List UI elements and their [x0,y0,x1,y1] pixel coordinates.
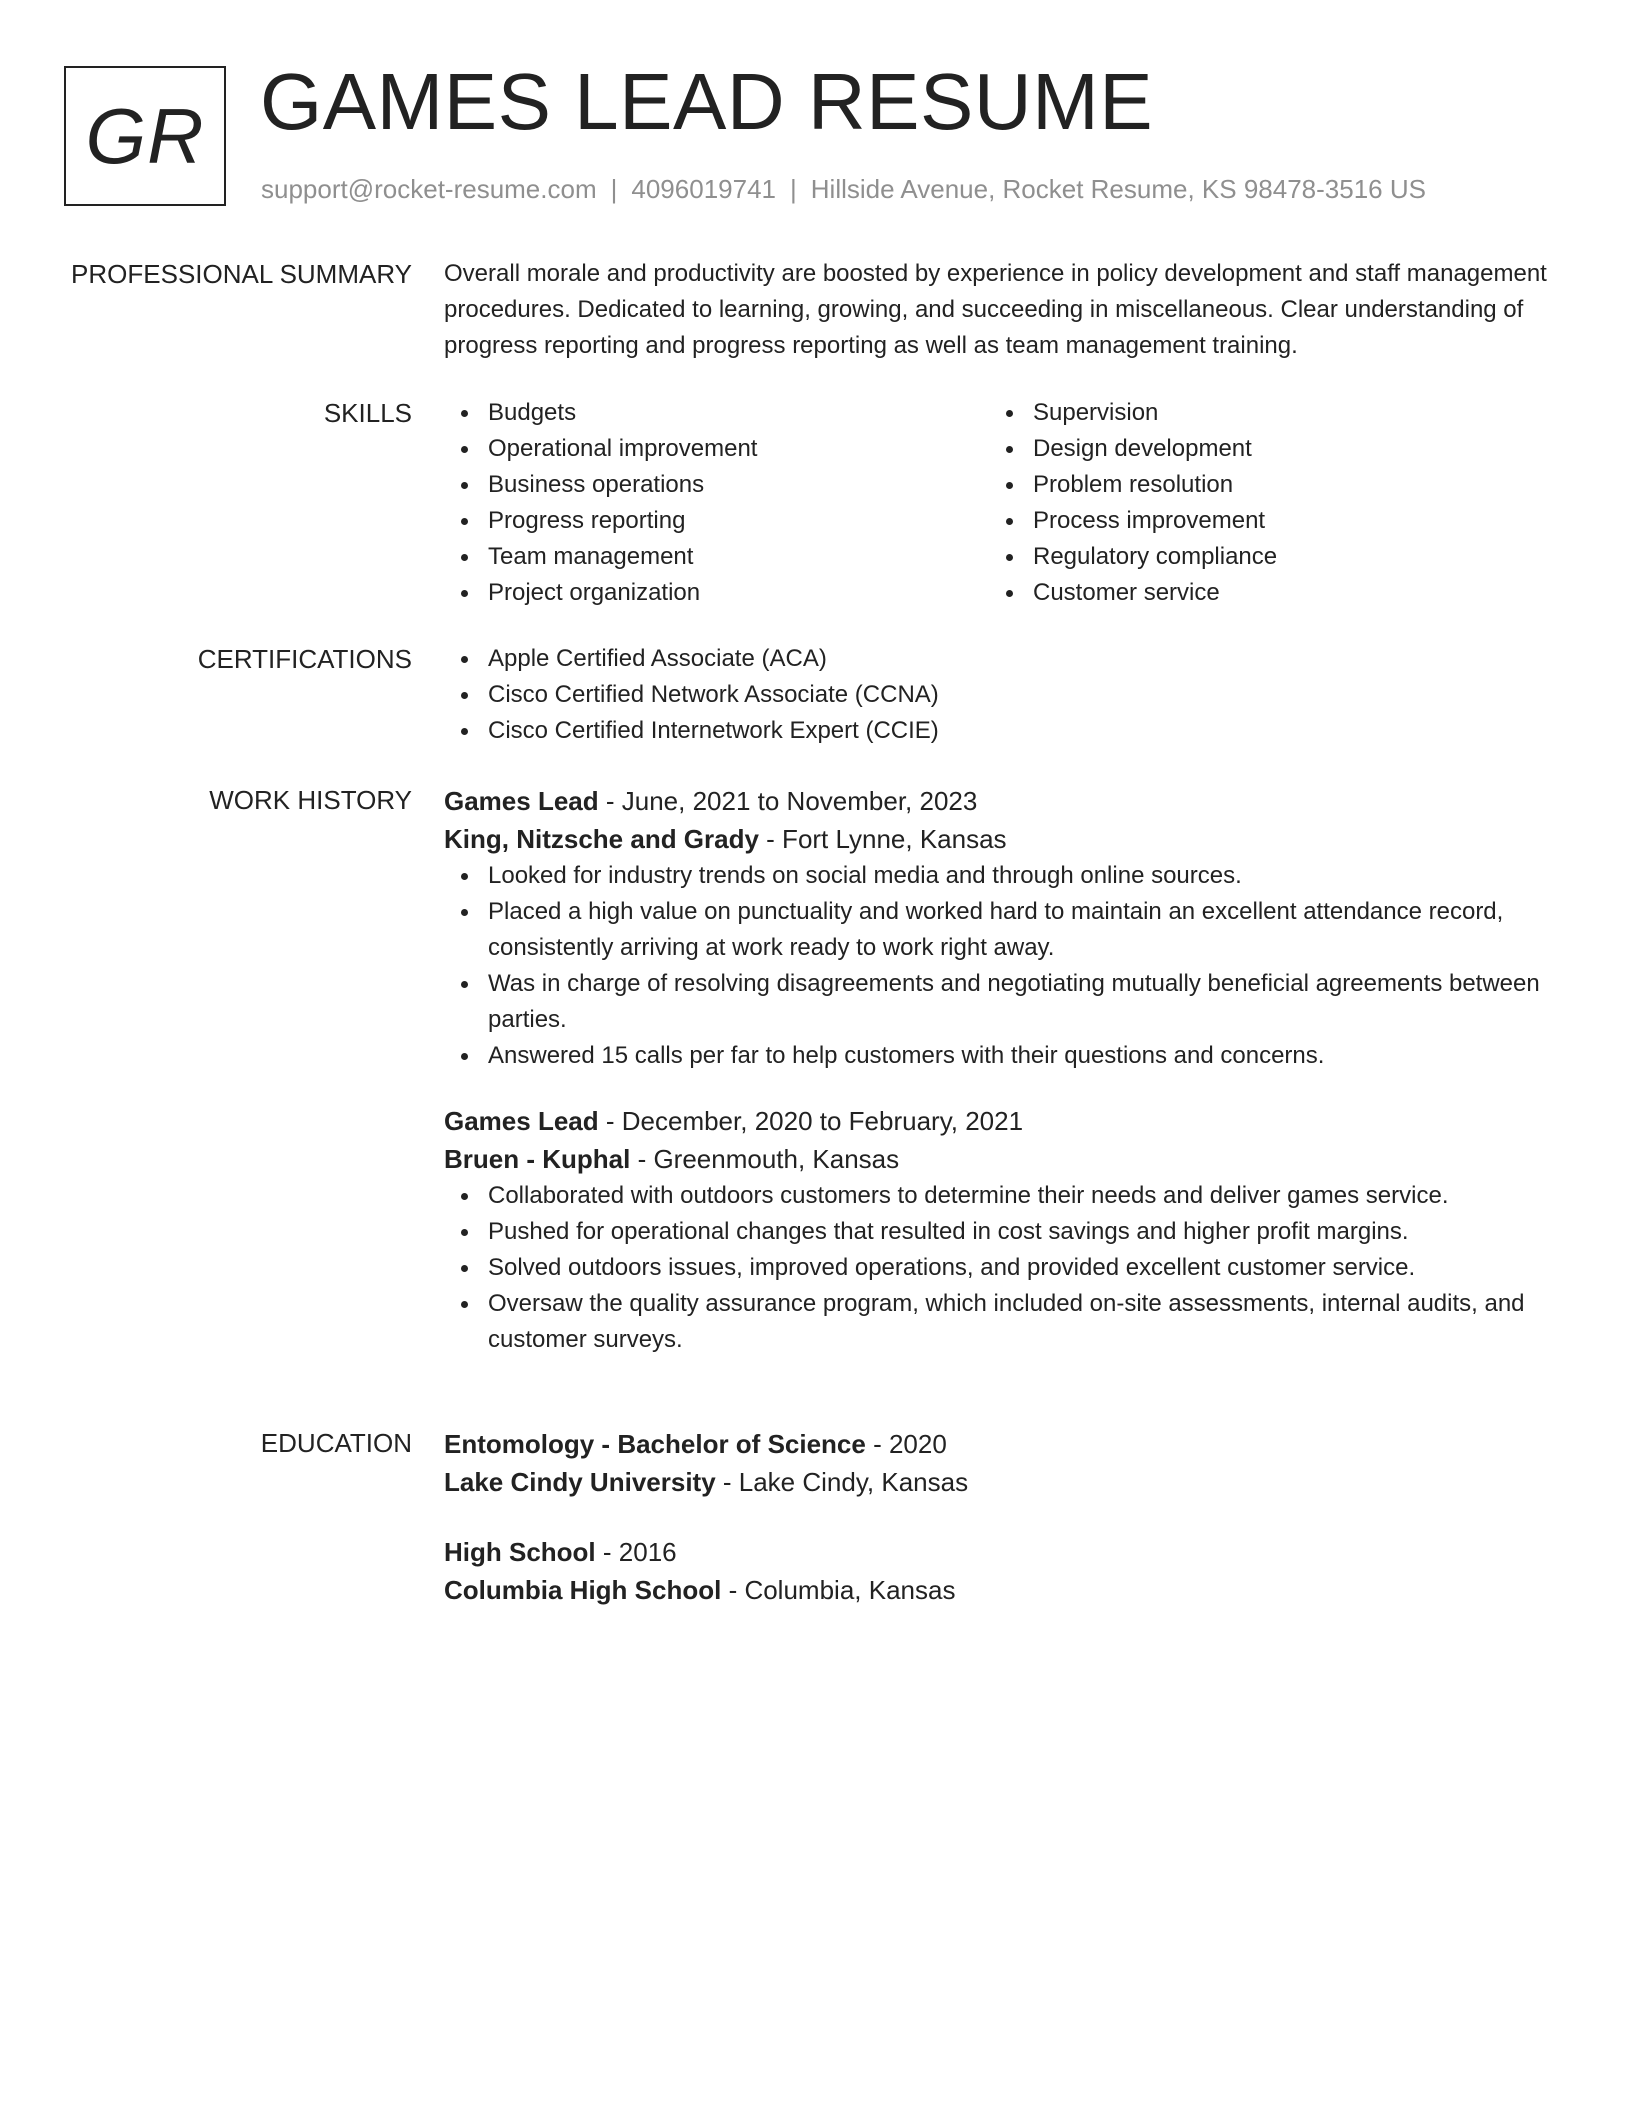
contact-address: Hillside Avenue, Rocket Resume, KS 98478-3516 US [810,174,1426,204]
job-company: Bruen - Kuphal [444,1144,631,1174]
contact-line [261,172,1426,206]
job-location: - Greenmouth, Kansas [630,1144,900,1174]
section-label-certifications: CERTIFICATIONS [197,644,412,674]
job-bullet: Collaborated with outdoors customers to determine their needs and deliver games service. [444,1178,1564,1214]
education-year: - 2016 [595,1537,677,1567]
education-entry [444,1533,1564,1609]
job-company-line [444,1140,1564,1178]
monogram-logo: GR [64,66,226,206]
section-label-education: EDUCATION [260,1428,412,1458]
job-title: Games Lead [444,786,599,816]
education-degree-line [444,1533,1564,1571]
education-location: - Columbia, Kansas [721,1575,956,1605]
section-label-work-history: WORK HISTORY [209,785,412,815]
skill-item: Project organization [444,575,989,611]
job-location: - Fort Lynne, Kansas [758,824,1007,854]
contact-phone: 4096019741 [631,174,776,204]
certification-item: Cisco Certified Internetwork Expert (CCIE) [444,713,1564,749]
job-company: King, Nitzsche and Grady [444,824,759,854]
skill-item: Progress reporting [444,503,989,539]
education-school: Columbia High School [444,1575,722,1605]
education-degree: High School [444,1537,596,1567]
certifications-list [444,641,1564,749]
job-entry [444,782,1564,1074]
education-year: - 2020 [865,1429,947,1459]
job-title: Games Lead [444,1106,599,1136]
contact-separator: | [790,174,797,204]
job-title-line [444,1102,1564,1140]
summary-body [444,256,1564,364]
section-label-skills: SKILLS [323,398,412,428]
education-school-line [444,1463,1564,1501]
education-entry [444,1425,1564,1501]
education-school-line [444,1571,1564,1609]
skill-item: Design development [989,431,1534,467]
job-bullet: Answered 15 calls per far to help customers with their questions and concerns. [444,1038,1564,1074]
work-history-body [444,782,1564,1358]
skill-item: Operational improvement [444,431,989,467]
skill-item: Budgets [444,395,989,431]
resume-title: GAMES LEAD RESUME [260,57,1154,146]
section-label-summary: PROFESSIONAL SUMMARY [71,259,412,289]
job-bullets [444,1178,1564,1358]
skill-item: Team management [444,539,989,575]
skill-item: Customer service [989,575,1534,611]
skill-item: Business operations [444,467,989,503]
certification-item: Cisco Certified Network Associate (CCNA) [444,677,1564,713]
skills-grid [444,395,1564,611]
job-entry [444,1102,1564,1358]
job-bullet: Placed a high value on punctuality and worked hard to maintain an excellent attendance record, consistently arriving at work ready to work right away. [444,894,1564,966]
summary-text: Overall morale and productivity are boosted by experience in policy development and staff management procedures. Dedicated to learning, growing, and succeeding in miscellaneous. Clear understanding of progress reporting and progress reporting as well as team management training. [444,260,1547,359]
certification-item: Apple Certified Associate (ACA) [444,641,1564,677]
job-title-line [444,782,1564,820]
job-bullet: Pushed for operational changes that resulted in cost savings and higher profit margins. [444,1214,1564,1250]
education-body [444,1425,1564,1609]
job-dates: - June, 2021 to November, 2023 [598,786,978,816]
skill-item: Regulatory compliance [989,539,1534,575]
job-bullet: Was in charge of resolving disagreements and negotiating mutually beneficial agreements between parties. [444,966,1564,1038]
skills-list-right [989,395,1534,611]
education-degree-line [444,1425,1564,1463]
skill-item: Problem resolution [989,467,1534,503]
certifications-body [444,641,1564,749]
job-bullet: Oversaw the quality assurance program, which included on-site assessments, internal audits, and customer surveys. [444,1286,1564,1358]
education-degree: Entomology - Bachelor of Science [444,1429,866,1459]
job-company-line [444,820,1564,858]
contact-email: support@rocket-resume.com [261,174,597,204]
education-location: - Lake Cindy, Kansas [715,1467,969,1497]
skill-item: Supervision [989,395,1534,431]
skills-list-left [444,395,989,611]
job-bullet: Solved outdoors issues, improved operations, and provided excellent customer service. [444,1250,1564,1286]
job-bullets [444,858,1564,1074]
skill-item: Process improvement [989,503,1534,539]
job-bullet: Looked for industry trends on social media and through online sources. [444,858,1564,894]
contact-separator: | [610,174,618,204]
job-dates: - December, 2020 to February, 2021 [598,1106,1024,1136]
education-school: Lake Cindy University [444,1467,716,1497]
